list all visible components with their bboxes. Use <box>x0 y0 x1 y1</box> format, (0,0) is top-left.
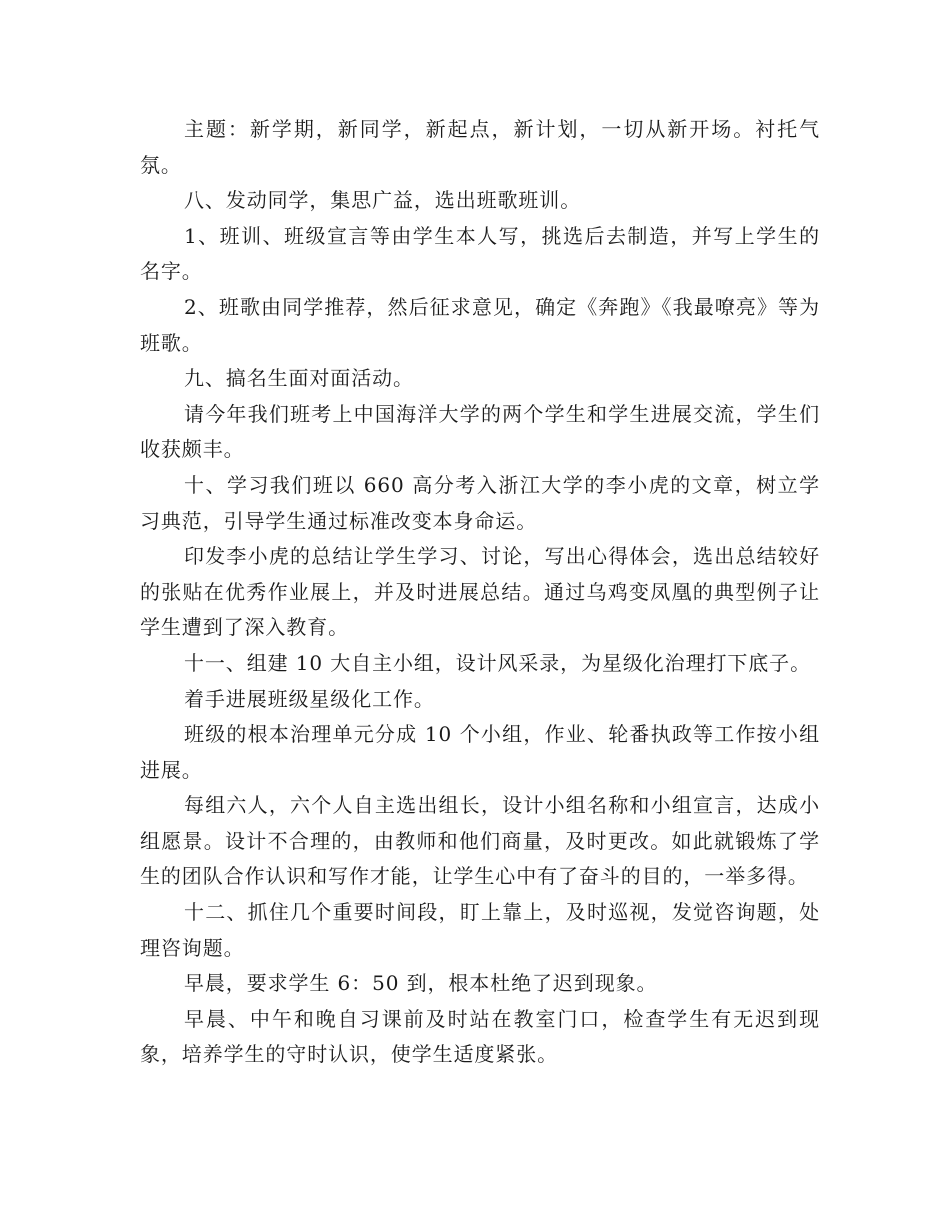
paragraph-morning: 早晨，要求学生 6：50 到，根本杜绝了迟到现象。 <box>184 971 658 996</box>
paragraph-punctuality: 早晨、中午和晚自习课前及时站在教室门口，检查学生有无迟到现象，培养学生的守时认识，使学生适度紧张。 <box>140 1006 820 1067</box>
paragraph-section-10: 十、学习我们班以 660 高分考入浙江大学的李小虎的文章，树立学习典范，引导学生通过标准改变本身命运。 <box>140 472 820 533</box>
paragraph-groups: 班级的根本治理单元分成 10 个小组，作业、轮番执政等工作按小组进展。 <box>140 722 820 782</box>
paragraph-item-2: 2、班歌由同学推荐，然后征求意见，确定《奔跑》《我最嘹亮》等为班歌。 <box>140 294 820 355</box>
paragraph-section-12: 十二、抓住几个重要时间段，盯上靠上，及时巡视，发觉咨询题，处理咨询题。 <box>140 900 820 960</box>
paragraph-exchange: 请今年我们班考上中国海洋大学的两个学生和学生进展交流，学生们收获颇丰。 <box>140 401 820 462</box>
paragraph-summary: 印发李小虎的总结让学生学习、讨论，写出心得体会，选出总结较好的张贴在优秀作业展上，并及时进展总结。通过乌鸡变凤凰的典型例子让学生遭到了深入教育。 <box>140 544 820 640</box>
paragraph-theme: 主题：新学期，新同学，新起点，新计划，一切从新开场。衬托气氛。 <box>140 117 820 177</box>
paragraph-section-9: 九、搞名生面对面活动。 <box>184 366 414 391</box>
paragraph-star-work: 着手进展班级星级化工作。 <box>184 686 435 711</box>
paragraph-item-1: 1、班训、班级宣言等由学生本人写，挑选后去制造，并写上学生的名字。 <box>140 223 820 284</box>
document-body <box>140 112 820 1073</box>
paragraph-section-8: 八、发动同学，集思广益，选出班歌班训。 <box>184 188 582 213</box>
paragraph-section-11: 十一、组建 10 大自主小组，设计风采录，为星级化治理打下底子。 <box>184 650 811 675</box>
paragraph-six-people: 每组六人，六个人自主选出组长，设计小组名称和小组宣言，达成小组愿景。设计不合理的，由教师和他们商量，及时更改。如此就锻炼了学生的团队合作认识和写作才能，让学生心中有了奋斗的目的，一举多得。 <box>140 793 820 889</box>
